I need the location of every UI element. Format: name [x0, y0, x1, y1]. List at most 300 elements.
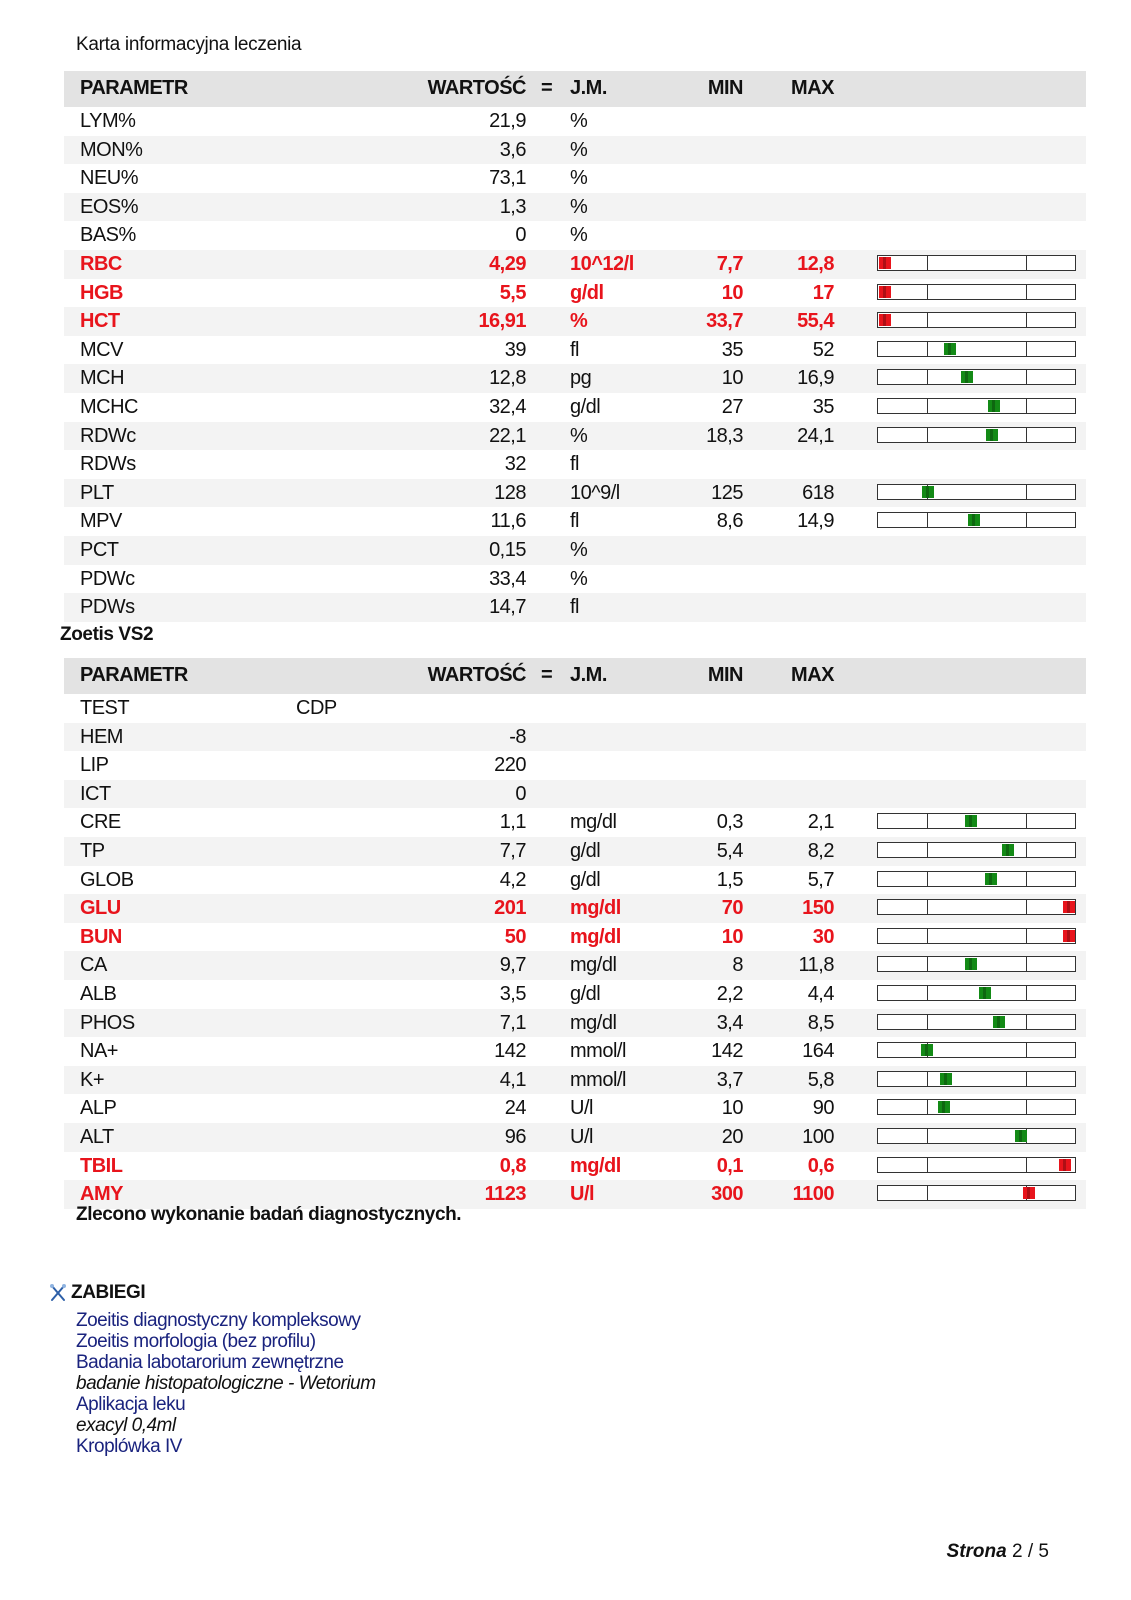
param-value: 1,1 [499, 811, 526, 834]
range-tick [1026, 313, 1027, 327]
table-row [64, 336, 1086, 365]
procedures-icon [48, 1283, 68, 1303]
procedures-title: ZABIEGI [71, 1282, 146, 1303]
page-total: 5 [1038, 1541, 1049, 1562]
param-name: RBC [80, 252, 122, 275]
range-tick [1026, 342, 1027, 356]
param-name: NA+ [80, 1040, 118, 1063]
param-unit: % [570, 167, 588, 190]
range-marker [921, 1044, 933, 1056]
param-max: 11,8 [798, 954, 834, 977]
column-header-unit: J.M. [570, 664, 607, 686]
param-value: 0,8 [499, 1154, 526, 1177]
param-name: LYM% [80, 110, 136, 132]
param-max: 8,5 [807, 1011, 834, 1034]
param-min: 10 [721, 367, 743, 390]
range-indicator [877, 512, 1076, 528]
param-min: 1,5 [716, 868, 743, 891]
range-tick [927, 1186, 928, 1200]
param-value: 14,7 [489, 596, 526, 619]
param-value: 12,8 [489, 367, 526, 390]
param-value: 4,1 [499, 1068, 526, 1091]
param-value: 0,15 [489, 538, 526, 561]
range-tick [927, 814, 928, 828]
table-row [64, 136, 1086, 165]
range-tick [927, 957, 928, 971]
param-unit: % [570, 567, 588, 590]
range-indicator [877, 369, 1076, 385]
param-value: 4,2 [499, 868, 526, 891]
column-header-min: MIN [707, 77, 743, 99]
param-unit: g/dl [570, 395, 601, 418]
range-marker [1063, 930, 1075, 942]
param-min: 10 [721, 925, 743, 948]
range-marker [985, 873, 997, 885]
param-unit: fl [570, 453, 579, 476]
table-row [64, 894, 1086, 923]
range-tick [927, 428, 928, 442]
range-indicator [877, 1014, 1076, 1030]
param-unit: fl [570, 510, 579, 533]
table-row [64, 422, 1086, 451]
table-row [64, 565, 1086, 594]
param-max: 100 [802, 1125, 834, 1148]
param-name: ALB [80, 982, 117, 1005]
range-tick [1026, 986, 1027, 1000]
param-name: MPV [80, 510, 122, 533]
param-value: 33,4 [489, 567, 526, 590]
range-indicator [877, 871, 1076, 887]
range-marker [988, 400, 1000, 412]
table-header [64, 71, 1086, 107]
table-row [64, 479, 1086, 508]
param-unit: % [570, 138, 588, 161]
order-note: Zlecono wykonanie badań diagnostycznych. [76, 1204, 462, 1225]
range-tick [927, 900, 928, 914]
param-name: NEU% [80, 167, 139, 190]
param-min: 3,4 [716, 1011, 743, 1034]
param-value: 21,9 [489, 110, 526, 132]
table-row [64, 107, 1086, 136]
range-tick [927, 1015, 928, 1029]
range-tick [927, 370, 928, 384]
column-header-unit: J.M. [570, 77, 607, 99]
param-name: GLU [80, 897, 121, 920]
range-tick [927, 342, 928, 356]
range-tick [1026, 929, 1027, 943]
range-tick [1026, 513, 1027, 527]
param-name: HEM [80, 725, 123, 748]
procedures-heading [48, 1282, 376, 1304]
column-header-value: WARTOŚĆ [427, 664, 526, 686]
param-unit: mmol/l [570, 1068, 626, 1091]
param-value: 96 [504, 1125, 526, 1148]
param-name: PLT [80, 481, 114, 504]
table-row [64, 193, 1086, 222]
range-indicator [877, 1185, 1076, 1201]
param-value: 32 [504, 453, 526, 476]
param-max: 16,9 [797, 367, 834, 390]
param-note: CDP [296, 697, 337, 719]
table-row [64, 1094, 1086, 1123]
range-marker [1059, 1159, 1071, 1171]
range-tick [927, 843, 928, 857]
table-row [64, 250, 1086, 279]
range-marker [979, 987, 991, 999]
param-unit: % [570, 538, 588, 561]
param-unit: pg [570, 367, 592, 390]
procedure-item[interactable]: Kroplówka IV [76, 1436, 182, 1457]
page-current: 2 [1012, 1541, 1023, 1562]
range-indicator [877, 484, 1076, 500]
table-row [64, 393, 1086, 422]
param-max: 55,4 [797, 310, 834, 333]
range-indicator [877, 928, 1076, 944]
column-header-eq: = [541, 664, 553, 686]
range-indicator [877, 956, 1076, 972]
procedure-item[interactable]: Badania labotarorium zewnętrzne [76, 1352, 344, 1373]
param-value: 9,7 [499, 954, 526, 977]
range-tick [1026, 428, 1027, 442]
param-value: 4,29 [489, 252, 526, 275]
procedure-item[interactable]: Aplikacja leku [76, 1394, 186, 1415]
range-marker [879, 257, 891, 269]
table-row [64, 536, 1086, 565]
range-marker [961, 371, 973, 383]
range-indicator [877, 255, 1076, 271]
document-title: Karta informacyjna leczenia [76, 34, 302, 55]
table-row [64, 1123, 1086, 1152]
range-tick [1026, 370, 1027, 384]
table-row [64, 164, 1086, 193]
table-row [64, 780, 1086, 809]
param-max: 90 [812, 1097, 834, 1120]
table-row [64, 694, 1086, 723]
param-value: 39 [504, 338, 526, 361]
table-row [64, 1009, 1086, 1038]
param-min: 142 [711, 1040, 743, 1063]
table-row [64, 723, 1086, 752]
param-max: 150 [802, 897, 834, 920]
param-value: 7,7 [499, 839, 526, 862]
range-tick [1026, 256, 1027, 270]
param-value: 220 [494, 754, 526, 777]
param-max: 2,1 [807, 811, 834, 834]
param-name: K+ [80, 1068, 105, 1091]
param-value: 7,1 [499, 1011, 526, 1034]
procedure-item[interactable]: Zoeitis diagnostyczny kompleksowy [76, 1310, 361, 1331]
param-name: PDWs [80, 596, 135, 619]
table-row [64, 923, 1086, 952]
range-marker [922, 486, 934, 498]
param-min: 35 [721, 338, 743, 361]
param-value: 0 [515, 224, 526, 247]
range-tick [927, 872, 928, 886]
param-max: 52 [812, 338, 834, 361]
table-header [64, 658, 1086, 694]
page-label: Strona [946, 1541, 1007, 1562]
param-name: MCHC [80, 395, 138, 418]
range-marker [879, 286, 891, 298]
range-marker [965, 958, 977, 970]
param-max: 618 [802, 481, 834, 504]
param-max: 14,9 [797, 510, 834, 533]
param-unit: mmol/l [570, 1040, 626, 1063]
param-value: 0 [515, 782, 526, 805]
range-indicator [877, 842, 1076, 858]
table-row [64, 808, 1086, 837]
param-min: 300 [711, 1183, 743, 1206]
param-name: MCH [80, 367, 125, 390]
param-unit: 10^9/l [570, 481, 620, 504]
procedure-note: badanie histopatologiczne - Wetorium [76, 1373, 376, 1394]
param-name: MCV [80, 338, 123, 361]
column-header-max: MAX [791, 77, 834, 99]
procedure-item[interactable]: Zoeitis morfologia (bez profilu) [76, 1331, 316, 1352]
param-name: TEST [80, 697, 130, 719]
param-value: 3,5 [499, 982, 526, 1005]
param-value: 50 [504, 925, 526, 948]
param-max: 30 [812, 925, 834, 948]
param-unit: mg/dl [570, 925, 621, 948]
param-name: ICT [80, 782, 111, 805]
param-max: 24,1 [797, 424, 834, 447]
param-name: AMY [80, 1183, 123, 1206]
range-tick [927, 1100, 928, 1114]
param-min: 5,4 [716, 839, 743, 862]
param-value: 3,6 [499, 138, 526, 161]
param-value: 16,91 [478, 310, 526, 333]
range-tick [927, 986, 928, 1000]
param-value: 1123 [484, 1183, 526, 1206]
param-min: 70 [721, 897, 743, 920]
range-indicator [877, 427, 1076, 443]
param-min: 10 [721, 1097, 743, 1120]
param-unit: fl [570, 596, 579, 619]
range-tick [1026, 900, 1027, 914]
param-value: 73,1 [489, 167, 526, 190]
page-separator: / [1027, 1541, 1034, 1562]
param-unit: U/l [570, 1097, 593, 1120]
range-indicator [877, 398, 1076, 414]
param-name: RDWc [80, 424, 136, 447]
range-tick [927, 313, 928, 327]
param-max: 1100 [792, 1183, 834, 1206]
range-tick [927, 256, 928, 270]
param-unit: fl [570, 338, 579, 361]
range-indicator [877, 1157, 1076, 1173]
param-unit: g/dl [570, 839, 601, 862]
section-title-zoetis: Zoetis VS2 [60, 624, 154, 645]
param-min: 20 [721, 1125, 743, 1148]
param-max: 0,6 [807, 1154, 834, 1177]
param-value: 5,5 [499, 281, 526, 304]
table-row [64, 1152, 1086, 1181]
range-indicator [877, 1099, 1076, 1115]
range-marker [986, 429, 998, 441]
param-name: CA [80, 954, 107, 977]
param-name: BUN [80, 925, 122, 948]
param-unit: mg/dl [570, 954, 617, 977]
range-tick [927, 929, 928, 943]
param-min: 10 [721, 281, 743, 304]
param-name: PCT [80, 538, 119, 561]
range-indicator [877, 284, 1076, 300]
table-row [64, 593, 1086, 622]
param-min: 3,7 [716, 1068, 743, 1091]
param-value: 32,4 [489, 395, 526, 418]
param-name: PHOS [80, 1011, 135, 1034]
table-row [64, 307, 1086, 336]
column-header-max: MAX [791, 664, 834, 686]
param-value: -8 [509, 725, 526, 748]
column-header-value: WARTOŚĆ [427, 77, 526, 99]
range-tick [1026, 1100, 1027, 1114]
range-tick [927, 285, 928, 299]
range-marker [879, 314, 891, 326]
param-unit: 10^12/l [570, 252, 634, 275]
table-row [64, 866, 1086, 895]
param-name: CRE [80, 811, 121, 834]
param-max: 164 [802, 1040, 834, 1063]
table-row [64, 837, 1086, 866]
range-indicator [877, 1128, 1076, 1144]
param-max: 8,2 [807, 839, 834, 862]
param-unit: % [570, 195, 588, 218]
param-name: HCT [80, 310, 120, 333]
hematology-table [64, 71, 1086, 622]
range-marker [940, 1073, 952, 1085]
column-header-eq: = [541, 77, 553, 99]
param-name: EOS% [80, 195, 139, 218]
procedures-section [48, 1282, 376, 1457]
param-value: 201 [494, 897, 526, 920]
param-unit: % [570, 224, 588, 247]
range-marker [1002, 844, 1014, 856]
param-unit: % [570, 424, 588, 447]
range-marker [1063, 901, 1075, 913]
param-max: 12,8 [797, 252, 834, 275]
param-value: 128 [494, 481, 526, 504]
column-header-param: PARAMETR [80, 77, 188, 99]
procedure-note: exacyl 0,4ml [76, 1415, 176, 1436]
param-unit: g/dl [570, 982, 601, 1005]
range-tick [1026, 399, 1027, 413]
param-min: 0,1 [716, 1154, 743, 1177]
range-marker [1015, 1130, 1027, 1142]
biochemistry-table [64, 658, 1086, 1209]
table-row [64, 980, 1086, 1009]
range-indicator [877, 985, 1076, 1001]
range-tick [927, 1158, 928, 1172]
range-indicator [877, 1071, 1076, 1087]
range-indicator [877, 1042, 1076, 1058]
range-indicator [877, 899, 1076, 915]
range-marker [993, 1016, 1005, 1028]
param-max: 5,8 [807, 1068, 834, 1091]
param-max: 5,7 [807, 868, 834, 891]
table-row [64, 450, 1086, 479]
table-row [64, 1037, 1086, 1066]
param-min: 18,3 [706, 424, 743, 447]
range-marker [965, 815, 977, 827]
param-min: 8,6 [716, 510, 743, 533]
range-marker [938, 1101, 950, 1113]
range-tick [1026, 843, 1027, 857]
param-value: 22,1 [489, 424, 526, 447]
range-tick [927, 513, 928, 527]
range-tick [927, 1129, 928, 1143]
column-header-param: PARAMETR [80, 664, 188, 686]
page-footer [947, 1541, 1049, 1563]
param-min: 125 [711, 481, 743, 504]
param-min: 0,3 [716, 811, 743, 834]
param-min: 7,7 [716, 252, 743, 275]
param-name: ALP [80, 1097, 117, 1120]
range-tick [927, 1072, 928, 1086]
param-unit: mg/dl [570, 811, 617, 834]
range-indicator [877, 341, 1076, 357]
param-unit: g/dl [570, 868, 601, 891]
param-max: 17 [812, 281, 834, 304]
range-indicator [877, 312, 1076, 328]
table-row [64, 751, 1086, 780]
param-name: TBIL [80, 1154, 123, 1177]
param-name: BAS% [80, 224, 136, 247]
table-row [64, 279, 1086, 308]
range-tick [1026, 1158, 1027, 1172]
param-value: 24 [504, 1097, 526, 1120]
param-name: PDWc [80, 567, 135, 590]
range-marker [944, 343, 956, 355]
range-tick [1026, 285, 1027, 299]
range-marker [1023, 1187, 1035, 1199]
param-value: 142 [494, 1040, 526, 1063]
param-min: 8 [732, 954, 743, 977]
param-min: 33,7 [706, 310, 743, 333]
range-indicator [877, 813, 1076, 829]
range-tick [1026, 872, 1027, 886]
range-tick [927, 399, 928, 413]
param-unit: g/dl [570, 281, 604, 304]
param-name: MON% [80, 138, 143, 161]
param-value: 1,3 [499, 195, 526, 218]
range-marker [968, 514, 980, 526]
param-unit: U/l [570, 1125, 593, 1148]
range-tick [1026, 1072, 1027, 1086]
table-row [64, 221, 1086, 250]
param-name: GLOB [80, 868, 134, 891]
column-header-min: MIN [707, 664, 743, 686]
range-tick [1026, 485, 1027, 499]
param-name: ALT [80, 1125, 114, 1148]
param-name: RDWs [80, 453, 136, 476]
range-tick [1026, 957, 1027, 971]
param-unit: mg/dl [570, 1154, 621, 1177]
procedures-list [76, 1310, 376, 1457]
range-tick [1026, 814, 1027, 828]
param-value: 11,6 [490, 510, 526, 533]
param-name: TP [80, 839, 105, 862]
range-tick [1026, 1015, 1027, 1029]
table-row [64, 507, 1086, 536]
param-unit: U/l [570, 1183, 595, 1206]
range-tick [1026, 1043, 1027, 1057]
param-unit: % [570, 110, 588, 132]
param-name: LIP [80, 754, 109, 777]
param-name: HGB [80, 281, 123, 304]
table-row [64, 951, 1086, 980]
